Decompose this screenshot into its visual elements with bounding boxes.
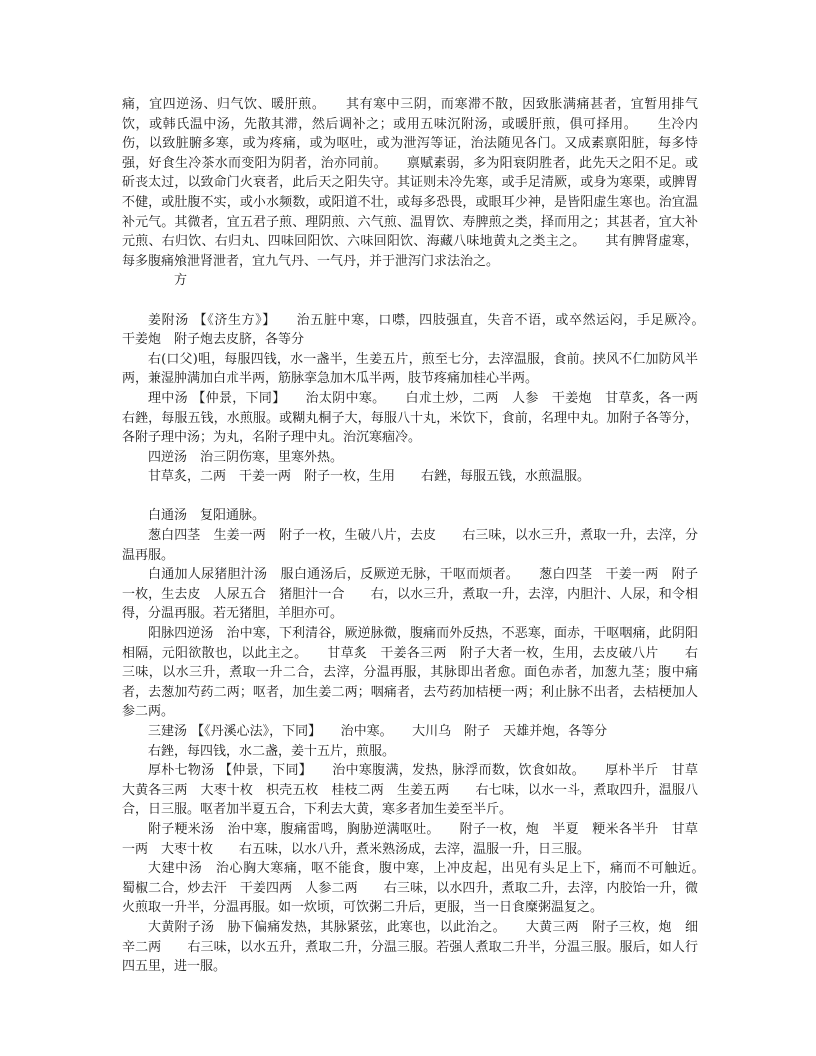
formula-baitong-plus: 白通加人尿猪胆汁汤 服白通汤后，反厥逆无脉，干呕而烦者。 葱白四茎 干姜一两 附子一枚，生去皮 人尿五合 猪胆汁一合 右，以水三升，煮取一升，去滓，内胆汁、人尿，和令相得，分温再服。若无猪胆，羊胆亦可。 [122, 567, 698, 622]
formula-yangmai-sini: 阳脉四逆汤 治中寒，下利清谷，厥逆脉微，腹痛而外反热，不恶寒，面赤，干呕咽痛，此阴阳相隔，元阳欲散也，以此主之。 甘草炙 干姜各三两 附子大者一枚，生用，去皮破八片 右三味，以水三升，煮取一升二合，去滓，分温再服，其脉即出者愈。面色赤者，加葱九茎；腹中痛者，去葱加芍药二两；呕者，加生姜二两；咽痛者，去芍药加桔梗一两；利止脉不出者，去桔梗加人参二两。 [122, 626, 698, 720]
intro-paragraph: 痛，宜四逆汤、归气饮、暖肝煎。 其有寒中三阴，而寒滞不散，因致胀满痛甚者，宜暂用排气饮，或韩氏温中汤，先散其滞，然后调补之；或用五味沉附汤，或暖肝煎，俱可择用。 生冷内伤，以致脏腑多寒，或为疼痛，或为呕吐，或为泄泻等证，治法随见各门。又成素禀阳脏，每多恃强，好食生冷茶水而变阳为阴者，治亦同前。 禀赋素弱，多为阳衰阴胜者，此先天之阳不足。或斫丧太过，以致命门火衰者，此后天之阳失守。其证则未冷先寒，或手足清厥，或身为寒栗，或脾胃不健，或肚腹不实，或小水频数，或阳道不壮，或每多恐畏，或眼耳少神，是皆阳虚生寒也。治宜温补元气。其微者，宜五君子煎、理阴煎、六气煎、温胃饮、寿脾煎之类，择而用之；其甚者，宜大补元煎、右归饮、右归丸、四味回阳饮、六味回阳饮、海藏八味地黄丸之类主之。 其有脾肾虚寒，每多腹痛飧泄肾泄者，宜九气丹、一气丹，并于泄泻门求法治之。 [122, 97, 698, 269]
formula-baitong-ingredients: 葱白四茎 生姜一两 附子一枚，生破八片，去皮 右三味，以水三升，煮取一升，去滓，分温再服。 [122, 528, 698, 563]
section-heading: 方 [174, 273, 188, 289]
formula-sanjian: 三建汤 【《丹溪心法》，下同】 治中寒。 大川乌 附子 天雄并炮，各等分 [148, 724, 608, 739]
spacer [122, 291, 698, 311]
text-column [122, 95, 725, 977]
formula-lizhong: 理中汤 【仲景，下同】 治太阴中寒。 白朮土炒，二两 人参 干姜炮 甘草炙，各一两 右銼，每服五钱，水煎服。或糊丸桐子大，每服八十丸，米饮下，食前，名理中丸。加附子各等分，各附子理中汤；为丸，名附子理中丸。治沉寒痼冷。 [122, 390, 725, 446]
formula-dahuang-fuzi: 大黄附子汤 胁下偏痛发热，其脉紧弦，此寒也，以此治之。 大黄三两 附子三枚，炮 细辛二两 右三味，以水五升，煮取二升，分温三服。若强人煮取二升半，分温三服。服后，如人行四五里，进一服。 [122, 919, 698, 975]
formula-ginger-aconite-method: 右(口父)咀，每服四钱，水一盏半，生姜五片，煎至七分，去滓温服，食前。挟风不仁加防风半两，兼湿肿满加白朮半两，筋脉挛急加木瓜半两，肢节疼痛加桂心半两。 [122, 351, 698, 387]
formula-dajianzhong: 大建中汤 治心胸大寒痛，呕不能食，腹中寒，上冲皮起，出见有头足上下，痛而不可触近。 蜀椒二合，炒去汗 干姜四两 人参二两 右三味，以水四升，煮取二升，去滓，内胶饴一升，微火煎取一升半，分温再服。如一炊顷，可饮粥二升后，更服，当一日食糜粥温复之。 [122, 861, 725, 916]
spacer [122, 487, 698, 507]
formula-fuzi-jingmi: 附子粳米汤 治中寒，腹痛雷鸣，胸胁逆满呕吐。 附子一枚，炮 半夏 粳米各半升 甘草一两 大枣十枚 右五味，以水八升，煮米熟汤成，去滓，温服一升，日三服。 [122, 821, 698, 857]
formula-sini-ingredients: 甘草炙，二两 干姜一两 附子一枚，生用 右銼，每服五钱，水煎温服。 [148, 469, 591, 485]
formula-ginger-aconite: 姜附汤 【《济生方》】 治五脏中寒，口噤，四肢强直，失音不语，或卒然运闷，手足厥冷。 干姜炮 附子炮去皮脐，各等分 [122, 312, 725, 348]
formula-houpo-qiwu: 厚朴七物汤 【仲景，下同】 治中寒腹满，发热，脉浮而数，饮食如故。 厚朴半斤 甘草 大黄各三两 大枣十枚 枳壳五枚 桂枝二两 生姜五两 右七味，以水一斗，煮取四升，温服八合，日三服。呕者加半夏五合，下利去大黄，寒多者加生姜至半斤。 [122, 763, 712, 818]
formula-baitong: 白通汤 复阳通脉。 [148, 508, 266, 524]
formula-sini: 四逆汤 治三阴伤寒，里寒外热。 [148, 449, 344, 465]
formula-sanjian-method: 右銼，每四钱，水二盏，姜十五片，煎服。 [148, 743, 396, 759]
